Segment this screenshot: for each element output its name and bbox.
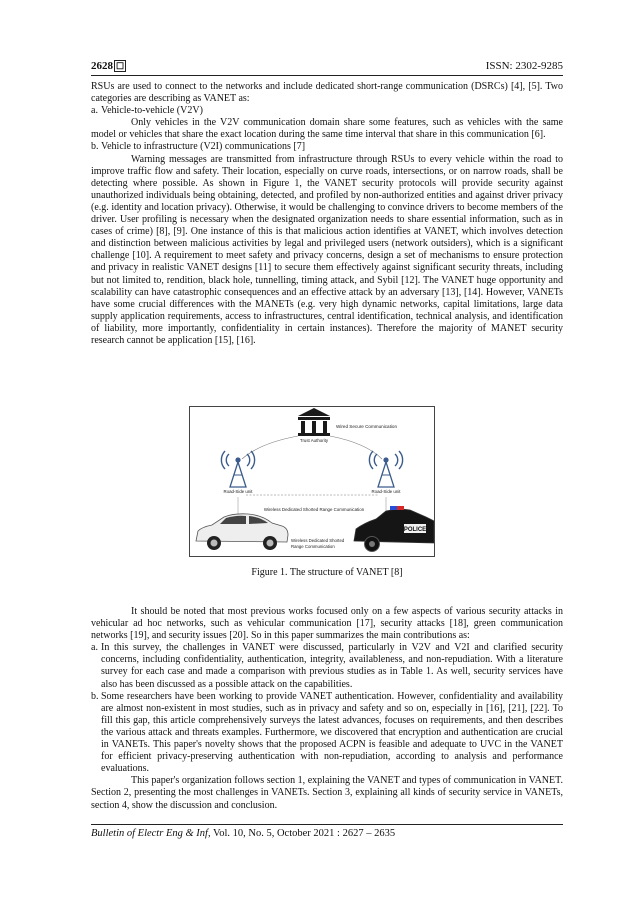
list-marker: b. [91,141,99,153]
body-text-top [91,81,563,347]
police-car-icon [354,506,434,552]
list-item: a. In this survey, the challenges in VANET were discussed, particularly in V2V and V2I and clarified security concerns, including confidentiality, authentication, integrity, availableness, and non-repudiation. With a literature survey for each case and made a comparison with previous studies as in Table 1. As well, security services have also has been discussed as a possible attack on the capabilities. [91,642,563,690]
paragraph: It should be noted that most previous works focused only on a few aspects of various security attacks in vehicular ad hoc networks, such as vehicular communication [17], security attacks [18], green communication networks [19], and security issues [20]. So in this paper summarizes the main contributions as: [91,606,563,642]
list-marker: a. [91,642,98,654]
road-side-unit-icon-right [369,451,402,487]
issn: ISSN: 2302-9285 [485,60,563,72]
list-item: b. Some researchers have been working to provide VANET authentication. However, confidentiality and availability are almost non-existent in most studies, such as in privacy and safety and so on, especially in [16], [21], [22]. To fill this gap, this article comprehensively surveys the latest advances, focuses on requirements, and then describes the various attack and threats examples. Furthermore, we discovered that encryption and authentication are crucial in VANETs. This paper's novelty shows that the proposed ACPN is feasible and adequate to UVC in the VANET for efficient privacy-preserving authentication with non-repudiation, according to analysis and performance evaluations. [91,690,563,775]
figure-vanet-structure [189,406,435,557]
police-label: POLICE [403,527,427,533]
paragraph: RSUs are used to connect to the networks and include dedicated short-range communication (DSRCs) [4], [5]. Two categories are describing as VANET as: [91,81,563,105]
road-side-unit-icon-left [221,451,254,487]
figure-caption: Figure 1. The structure of VANET [8] [251,567,403,578]
body-text-bottom [91,606,563,812]
wireless-range-label: Wireless Dedicated Shorted Range Communication [263,507,365,512]
paragraph: This paper's organization follows section 1, explaining the VANET and types of communication in VANET. Section 2, presenting the most challenges in VANETs. Section 3, explaining all kinds of security service in VANETs, section 4, show the discussion and conclusion. [91,775,563,811]
wireless-range-label-2: Wireless Dedicated Shorted [291,538,345,543]
wired-secure-label: Wired Secure Communication [336,424,398,429]
rsu-right-label: Road-Side unit [371,489,401,494]
trust-authority-icon [298,408,330,436]
journal-name: Bulletin of Electr Eng & Inf [91,828,208,839]
rsu-left-label: Road-Side unit [223,489,253,494]
list-marker: a. [91,105,98,117]
list-item: b. Vehicle to infrastructure (V2I) communications [7] [91,141,306,153]
running-footer [91,824,563,839]
paragraph: Only vehicles in the V2V communication domain share some features, such as vehicles with the same model or vehicles that share the exact location during the same time interval that share in this communication [6]. [91,117,563,141]
paragraph: Warning messages are transmitted from infrastructure through RSUs to every vehicle within the road to improve traffic flow and safety. Their location, especially on curve roads, intersections, or on narrow roads, shall be detecting where possible. As shown in Figure 1, the VANET security protocols will provide security against unauthorized individuals being obtaining, detected, and profiled by non-authorized entities and against driver privacy (e.g. identity and location privacy). Otherwise, it would be challenging to convince drivers to become members of the driver. User profiling is necessary when the designated organization needs to share essential information, such as in cases of crime) [8], [9]. One instance of this is that malicious action identifies at VANET, which involves detection and distinction between malicious activities by legal and privileged users (network outsiders), which is a significant challenge [10]. A requirement to meet safety and privacy concerns, design a set of mechanisms to ensure protection and privacy in realistic VANET designs [11] to secure them effectively against significant security threats, including but not limited to, rendition, black hole, tunnelling, timing attack, and Sybil [12]. The VANET huge opportunity and scalability can have catastrophic consequences and an effective attack by an adversary [13], [14]. However, VANETs have some crucial differences with the MANETs (e.g. very high dynamic networks, capital limitations, large data supply application requirements, access to infrastructures, central identification, technical analysis, and identification of liability, more importantly, confidentiality in certain instances). Therefore the majority of MANET security research cannot be application [15], [16]. [91,153,563,346]
page-number: 2628 ☐ [91,60,125,72]
list-item: a. Vehicle-to-vehicle (V2V) [91,105,203,117]
sedan-car-icon [196,514,288,550]
list-marker: b. [91,690,99,702]
wireless-range-label-2b: Range Communication [291,544,335,549]
trust-authority-label: Trust Authority [299,438,329,443]
running-header [91,60,563,76]
issue-info: , Vol. 10, No. 5, October 2021 : 2627 – 2635 [207,828,396,839]
page-box-icon: ☐ [116,61,125,71]
